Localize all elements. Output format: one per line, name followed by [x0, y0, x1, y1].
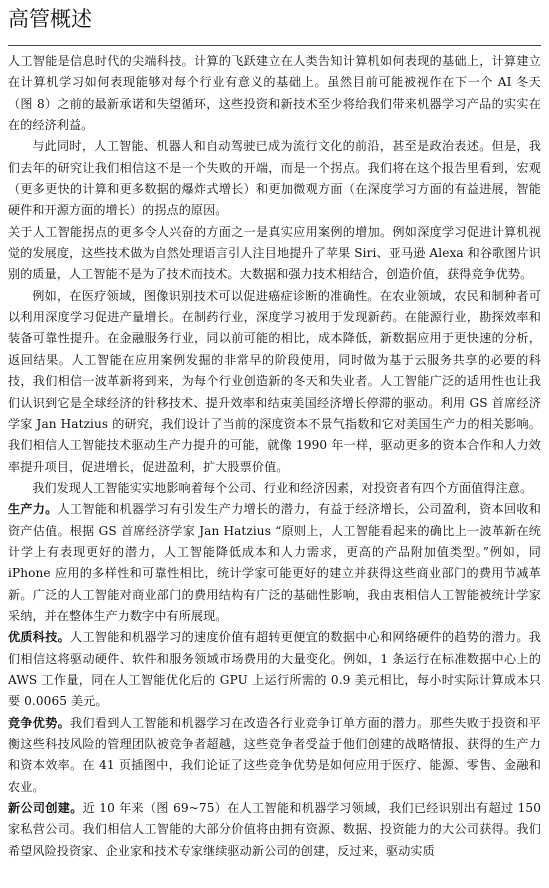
paragraph: [8, 499, 541, 627]
paragraph: [8, 798, 541, 862]
paragraph-text: 人工智能和机器学习的速度价值有超转更便宜的数据中心和网络硬件的趋势的潜力。我们相信这将驱动硬件、软件和服务领域市场费用的大量变化。例如，1 条运行在标准数据中心上的 AWS 工作量，同在人工智能优化后的 GPU 上运行所需的 0.9 美元相比，每小时实际计算成本只要 0.0065 美元。: [8, 630, 541, 709]
paragraph-text: 我们发现人工智能实实地影响着每个公司、行业和经济因素，对投资者有四个方面值得注意。: [32, 480, 533, 495]
paragraph: [8, 51, 541, 136]
title-divider: [8, 45, 541, 46]
paragraph: [8, 627, 541, 712]
paragraph-lead-term: 生产力。: [8, 502, 58, 517]
document-body: [8, 51, 541, 862]
paragraph: [8, 136, 541, 221]
paragraph: [8, 478, 541, 499]
paragraph-lead-term: 新公司创建。: [8, 801, 83, 816]
paragraph-text: 关于人工智能拐点的更多令人兴奋的方面之一是真实应用案例的增加。例如深度学习促进计算机视觉的发展度，这些技术做为自然处理语言引人注目地提升了苹果 Siri、亚马逊 Alexa 和谷歌图片识别的质量，人工智能不是为了技术而技术。大数据和强力技术相结合，创造价值，获得竞争优势。: [8, 224, 541, 282]
paragraph: [8, 286, 541, 478]
paragraph-text: 例如，在医疗领域，图像识别技术可以促进癌症诊断的准确性。在农业领域，农民和制种者可以利用深度学习促进产量增长。在制药行业，深度学习被用于发现新药。在能源行业，勘探效率和装备可靠性提升。在金融服务行业，同以前可能的相比，成本降低，新数据应用于更快速的分析，返回结果。人工智能在应用案例发掘的非常早的阶段使用，同时做为基于云服务共享的必要的科技，我们相信一波革新将到来，为每个行业创造新的冬天和失业者。人工智能广泛的适用性也让我们认识到它是全球经济的针移技术、提升效率和结束美国经济增长停滞的驱动。利用 GS 首席经济学家 Jan Hatzius 的研究，我们设计了当前的深度资本不景气指数和它对美国生产力的相关影响。我们相信人工智能技术驱动生产力提升的可能，就像 1990 年一样，驱动更多的资本合作和人力效率提升项目，促进增长，促进盈利，扩大股票价值。: [8, 288, 541, 474]
paragraph-text: 近 10 年来（图 69~75）在人工智能和机器学习领域，我们已经识别出有超过 150 家私营公司。我们相信人工智能的大部分价值将由拥有资源、数据、投资能力的大公司获得。我们希望风险投资家、企业家和技术专家继续驱动新公司的创建，反过来，驱动实质: [8, 801, 541, 858]
paragraph-text: 人工智能是信息时代的尖端科技。计算的飞跃建立在人类告知计算机如何表现的基础上，计算建立在计算机学习如何表现能够对每个行业有意义的基础上。虽然目前可能被视作在下一个 AI 冬天（图 8）之前的最新承诺和失望循环，这些投资和新技术至少将给我们带来机器学习产品的实实在在的经济利益。: [8, 54, 541, 133]
paragraph-text: 我们看到人工智能和机器学习在改造各行业竞争订单方面的潜力。那些失败于投资和平衡这些科技风险的管理团队被竞争者超越，这些竞争者受益于他们创建的战略情报、获得的生产力和资本效率。在 41 页插图中，我们论证了这些竞争优势是如何应用于医疗、能源、零售、金融和农业。: [8, 715, 541, 794]
paragraph-lead-term: 优质科技。: [8, 630, 70, 645]
paragraph-lead-term: 竞争优势。: [8, 715, 70, 730]
page-title: 高管概述: [8, 7, 92, 31]
paragraph: [8, 222, 541, 286]
paragraph-text: 与此同时，人工智能、机器人和自动驾驶已成为流行文化的前沿，甚至是政治表述。但是，我们去年的研究让我们相信这不是一个失败的开端，而是一个拐点。我们将在这个报告里看到，宏观（更多更快的计算和更多数据的爆炸式增长）和更加微观方面（在深度学习方面的有益进展，智能硬件和开源方面的增长）的拐点的原因。: [8, 139, 541, 218]
paragraph-text: 人工智能和机器学习有引发生产力增长的潜力，有益于经济增长，公司盈利，资本回收和资产估值。根据 GS 首席经济学家 Jan Hatzius “原则上，人工智能看起来的确比上一波革新在统计学上有表现更好的潜力，人工智能降低成本和人力需求，更高的产品附加值类型。”例如，同 iPhone 应用的多样性和可靠性相比，统计学家可能更好的建立并获得这些商业部门的费用节减革新。广泛的人工智能对商业部门的费用结构有广泛的基础性影响，我由衷相信人工智能被统计学家采纳，并在整体生产力数字中有所展现。: [8, 502, 541, 623]
paragraph: [8, 713, 541, 798]
